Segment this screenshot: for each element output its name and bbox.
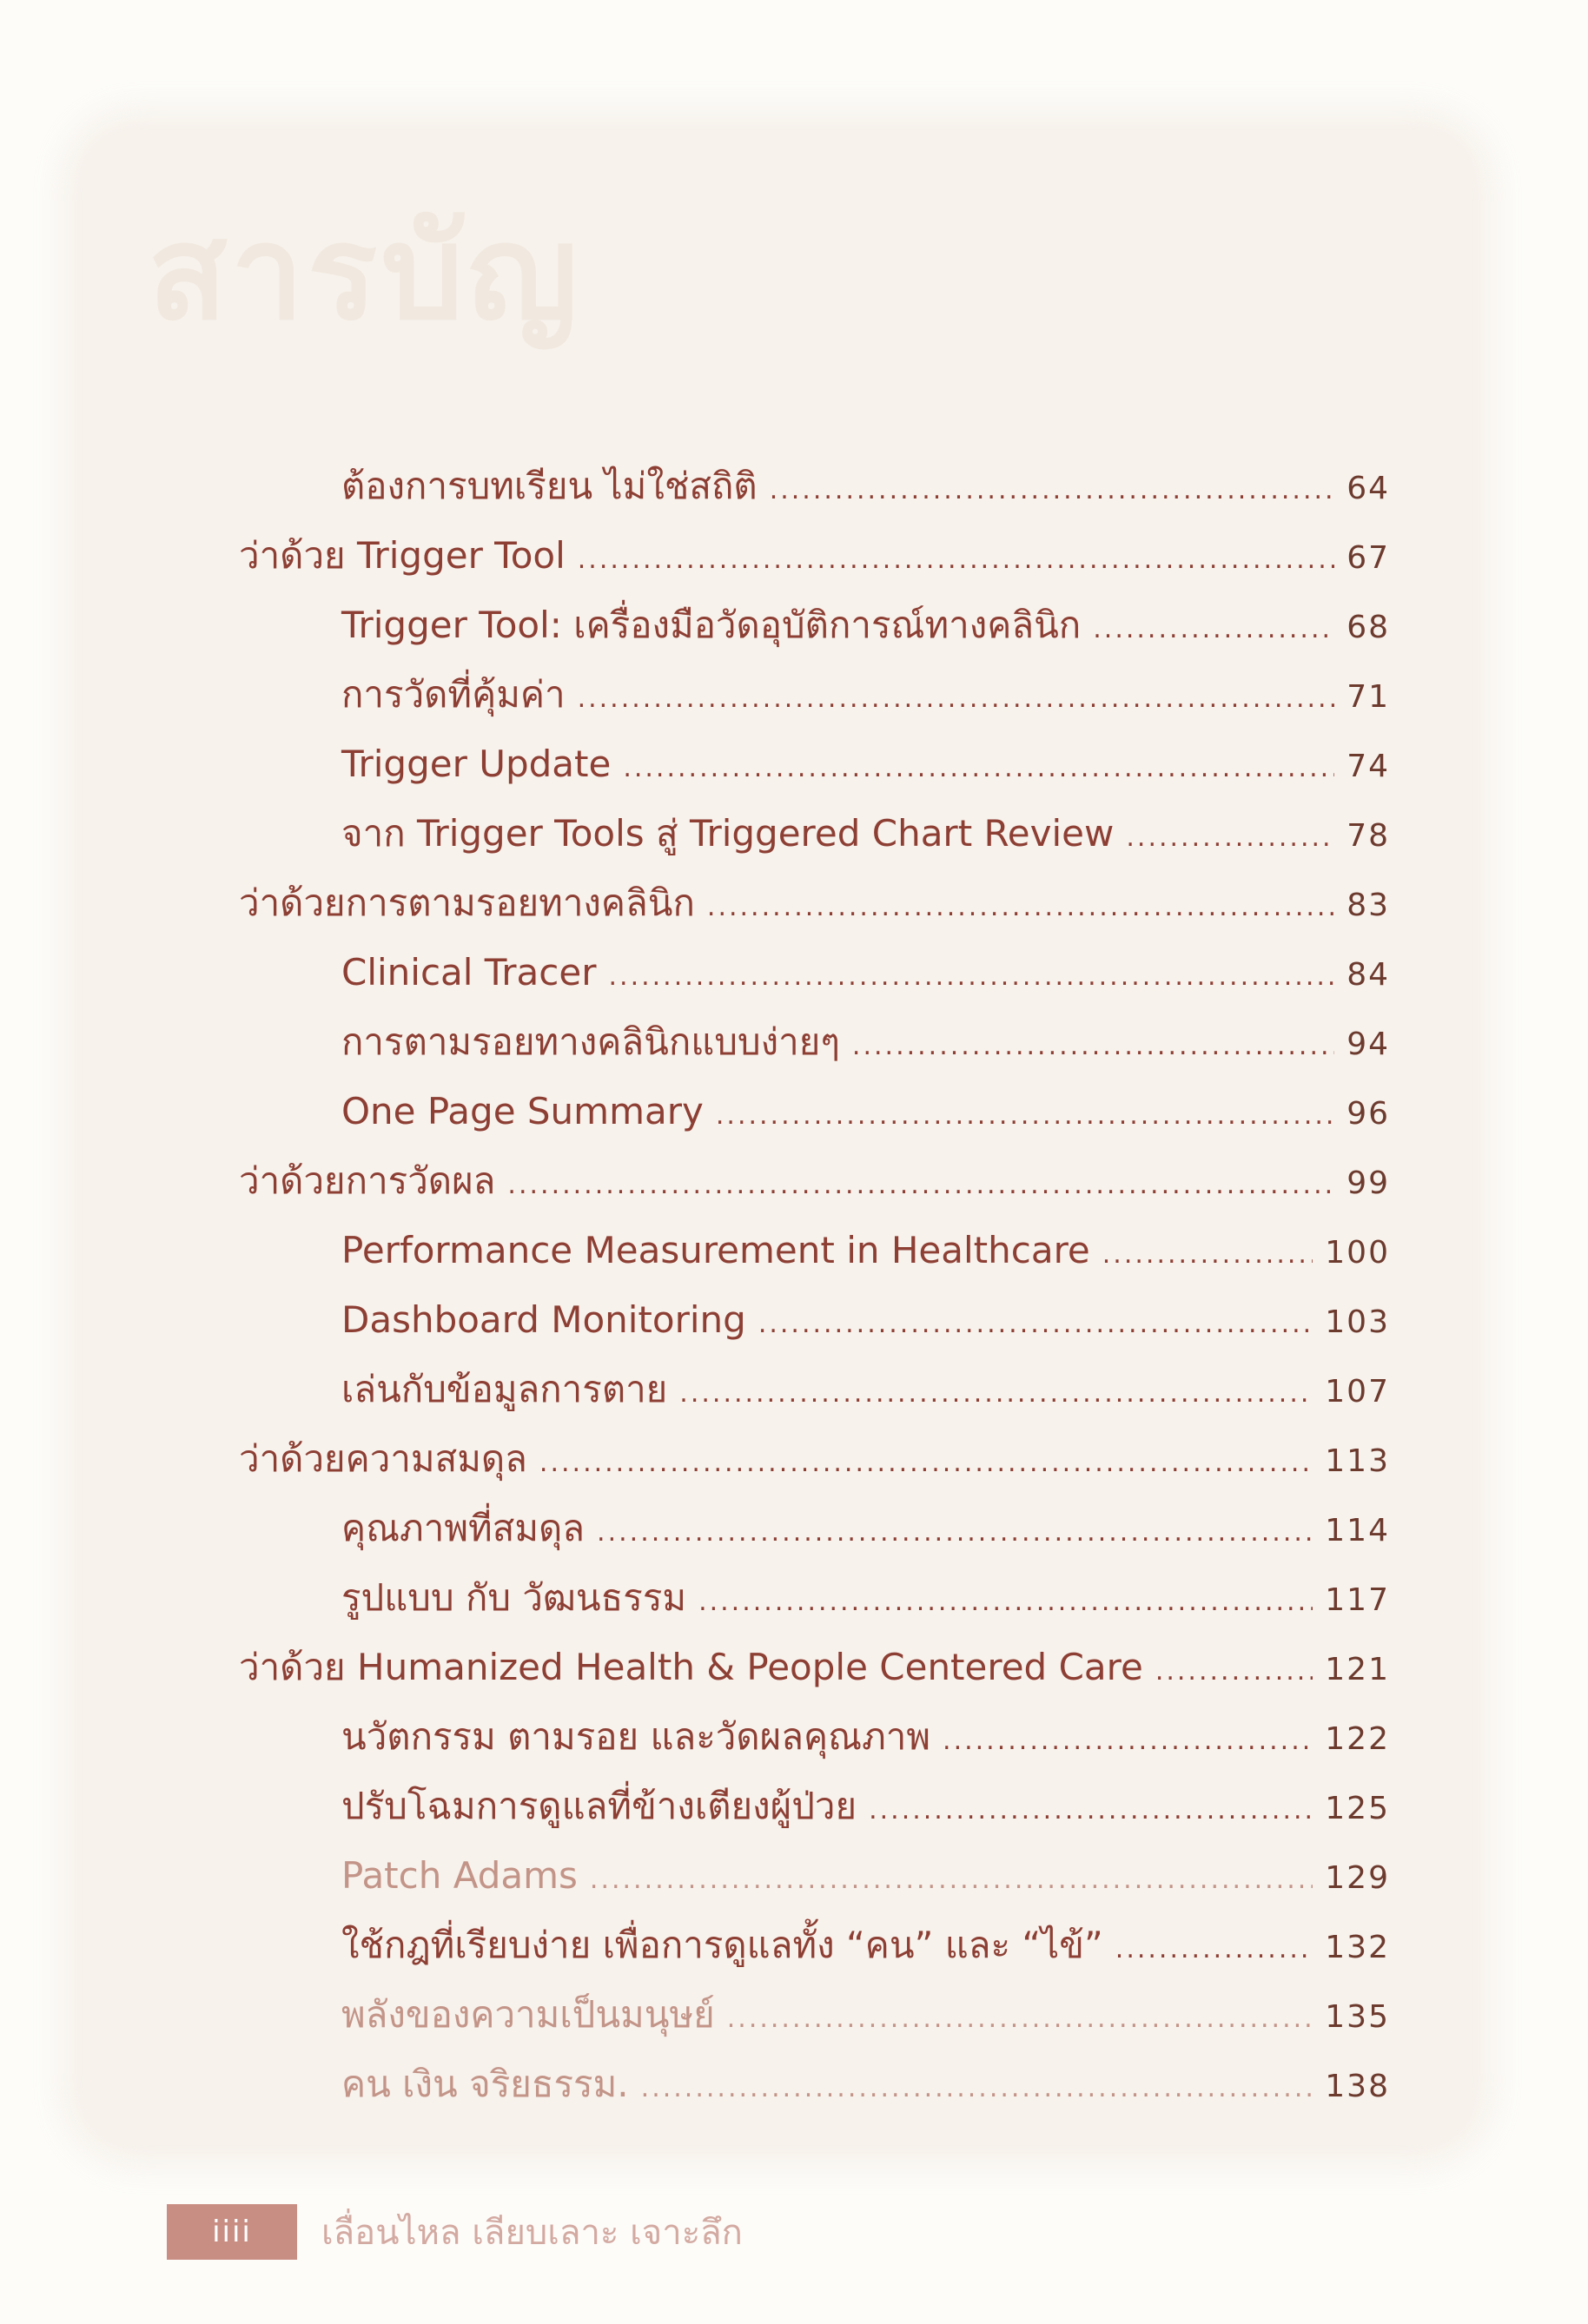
header-watermark: สารบัญ <box>148 198 582 349</box>
toc-chapter-entry <box>239 1911 1390 1980</box>
toc-entry-page-number: 68 <box>1346 610 1390 645</box>
toc-entry-title: จาก Trigger Tools สู่ Triggered Chart Review <box>341 812 1115 855</box>
toc-dot-leader <box>770 456 1335 525</box>
toc-entry-title: Dashboard Monitoring <box>341 1298 746 1341</box>
toc-entry-title: ว่าด้วยความสมดุล <box>239 1437 527 1480</box>
toc-entry-page-number: 135 <box>1325 1999 1390 2035</box>
toc-dot-leader <box>609 942 1335 1012</box>
toc-dot-leader <box>1126 803 1334 873</box>
toc-entry-page-number: 129 <box>1325 1860 1390 1896</box>
toc-section-entry <box>239 868 1390 938</box>
toc-entry-title: การตามรอยทางคลินิกแบบง่ายๆ <box>341 1020 840 1063</box>
toc-entry-page-number: 103 <box>1325 1304 1390 1340</box>
toc-chapter-entry <box>239 591 1390 660</box>
toc-entry-page-number: 117 <box>1325 1582 1390 1618</box>
toc-entry-page-number: 122 <box>1325 1721 1390 1757</box>
toc-dot-leader <box>869 1776 1313 1845</box>
toc-entry-page-number: 96 <box>1346 1096 1390 1132</box>
toc-entry-title: เล่นกับข้อมูลการตาย <box>341 1368 668 1410</box>
toc-entry-title: Trigger Tool: เครื่องมือวัดอุบัติการณ์ทางคลินิก <box>341 604 1082 646</box>
toc-chapter-entry <box>239 1702 1390 1772</box>
toc-entry-title: ต้องการบทเรียน ไม่ใช่สถิติ <box>341 465 758 507</box>
toc-entry-title: ว่าด้วย Humanized Health & People Centered Care <box>239 1646 1143 1688</box>
toc-entry-title: พลังของความเป็นมนุษย์ <box>341 1993 715 2036</box>
toc-entry-page-number: 83 <box>1346 888 1390 923</box>
toc-chapter-entry <box>239 1216 1390 1285</box>
toc-dot-leader <box>1102 1220 1313 1290</box>
toc-entry-title: นวัตกรรม ตามรอย และวัดผลคุณภาพ <box>341 1715 931 1758</box>
toc-entry-title: Performance Measurement in Healthcare <box>341 1229 1090 1271</box>
toc-dot-leader <box>1115 1915 1313 1984</box>
toc-dot-leader <box>578 664 1335 734</box>
toc-entry-page-number: 71 <box>1346 679 1390 715</box>
toc-chapter-entry <box>239 1841 1390 1911</box>
toc-chapter-entry <box>239 938 1390 1007</box>
footer-book-title: เลื่อนไหล เลียบเลาะ เจาะลึก <box>321 2213 743 2253</box>
toc-dot-leader <box>641 2054 1313 2123</box>
toc-entry-title: ใช้กฎที่เรียบง่าย เพื่อการดูแลทั้ง “คน” และ “ไข้” <box>341 1924 1103 1966</box>
toc-dot-leader <box>623 734 1334 803</box>
toc-entry-page-number: 100 <box>1325 1235 1390 1271</box>
toc-dot-leader <box>539 1429 1313 1498</box>
toc-dot-leader <box>597 1498 1313 1568</box>
toc-chapter-entry <box>239 2050 1390 2119</box>
toc-chapter-entry <box>239 452 1390 521</box>
toc-dot-leader <box>679 1359 1313 1429</box>
toc-chapter-entry <box>239 1355 1390 1424</box>
toc-entry-title: Trigger Update <box>341 743 612 785</box>
toc-section-entry <box>239 1424 1390 1494</box>
toc-entry-title: การวัดที่คุ้มค่า <box>341 673 566 716</box>
toc-entry-title: คุณภาพที่สมดุล <box>341 1507 586 1549</box>
toc-dot-leader <box>716 1081 1334 1151</box>
toc-section-entry <box>239 1146 1390 1216</box>
toc-chapter-entry <box>239 1007 1390 1077</box>
toc-chapter-entry <box>239 1494 1390 1563</box>
toc-entry-title: ปรับโฉมการดูแลที่ข้างเตียงผู้ป่วย <box>341 1785 857 1827</box>
toc-chapter-entry <box>239 1563 1390 1633</box>
toc-entry-page-number: 94 <box>1346 1027 1390 1062</box>
toc-chapter-entry <box>239 1077 1390 1146</box>
toc-entry-title: One Page Summary <box>341 1090 704 1132</box>
toc-dot-leader <box>590 1845 1313 1915</box>
toc-entry-page-number: 132 <box>1325 1930 1390 1965</box>
toc-dot-leader <box>852 1012 1334 1081</box>
toc-entry-page-number: 114 <box>1325 1513 1390 1548</box>
footer-page-number: iiii <box>167 2204 297 2260</box>
toc-entry-page-number: 138 <box>1325 2069 1390 2104</box>
toc-entry-title: Patch Adams <box>341 1854 578 1897</box>
toc-chapter-entry <box>239 799 1390 868</box>
toc-entry-page-number: 78 <box>1346 818 1390 854</box>
toc-chapter-entry <box>239 730 1390 799</box>
toc-dot-leader <box>578 525 1334 595</box>
toc-section-entry <box>239 1633 1390 1702</box>
page-footer <box>167 2206 743 2258</box>
toc-chapter-entry <box>239 660 1390 730</box>
toc-entry-page-number: 121 <box>1325 1652 1390 1687</box>
toc-dot-leader <box>758 1290 1313 1359</box>
toc-entry-title: ว่าด้วย Trigger Tool <box>239 534 566 577</box>
toc-chapter-entry <box>239 1285 1390 1355</box>
toc-dot-leader <box>707 873 1334 942</box>
toc-entry-page-number: 113 <box>1325 1443 1390 1479</box>
toc-entry-page-number: 64 <box>1346 471 1390 506</box>
table-of-contents <box>239 452 1390 2119</box>
toc-entry-title: คน เงิน จริยธรรม. <box>341 2063 629 2105</box>
toc-dot-leader <box>943 1707 1313 1776</box>
toc-chapter-entry <box>239 1980 1390 2050</box>
toc-entry-title: Clinical Tracer <box>341 951 597 994</box>
toc-entry-page-number: 99 <box>1346 1165 1390 1201</box>
toc-entry-title: ว่าด้วยการวัดผล <box>239 1159 496 1202</box>
toc-entry-page-number: 107 <box>1325 1374 1390 1410</box>
toc-entry-page-number: 67 <box>1346 540 1390 576</box>
toc-entry-page-number: 84 <box>1346 957 1390 993</box>
toc-dot-leader <box>698 1568 1313 1637</box>
toc-entry-title: รูปแบบ กับ วัฒนธรรม <box>341 1576 687 1619</box>
toc-dot-leader <box>1093 595 1334 664</box>
toc-chapter-entry <box>239 1772 1390 1841</box>
toc-dot-leader <box>1155 1637 1313 1707</box>
toc-section-entry <box>239 521 1390 591</box>
toc-entry-title: ว่าด้วยการตามรอยทางคลินิก <box>239 881 695 924</box>
toc-dot-leader <box>727 1984 1313 2054</box>
toc-entry-page-number: 74 <box>1346 749 1390 784</box>
toc-entry-page-number: 125 <box>1325 1791 1390 1826</box>
toc-dot-leader <box>507 1151 1334 1220</box>
